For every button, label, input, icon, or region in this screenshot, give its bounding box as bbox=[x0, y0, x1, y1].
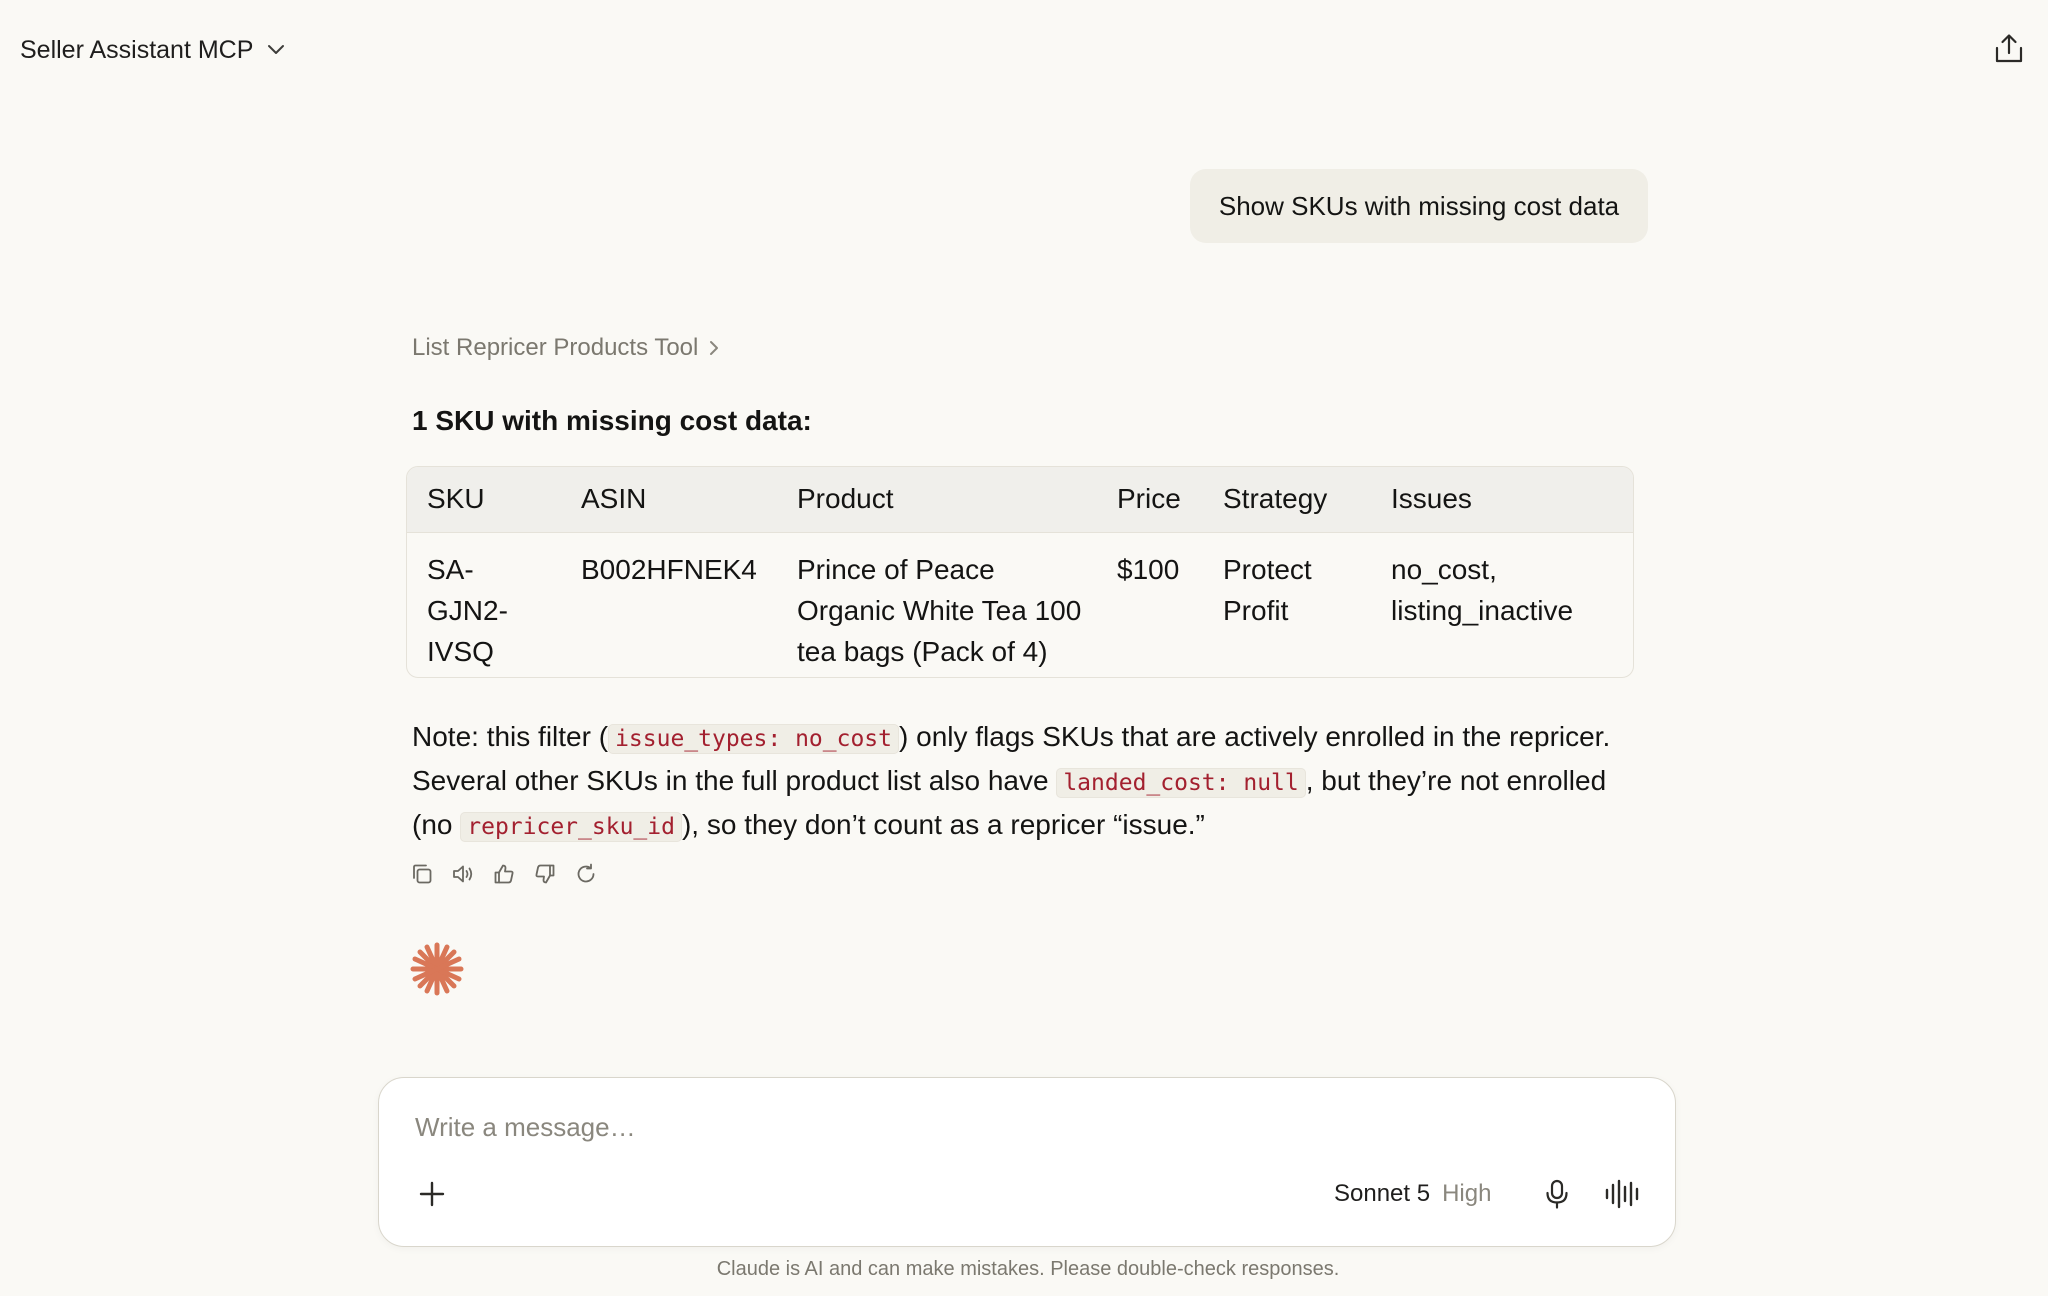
user-message: Show SKUs with missing cost data bbox=[1190, 169, 1648, 243]
project-selector[interactable] bbox=[20, 30, 285, 70]
microphone-icon[interactable] bbox=[1542, 1178, 1572, 1210]
message-composer bbox=[378, 1077, 1676, 1247]
cell-price: $100 bbox=[1117, 553, 1180, 585]
column-header-issues: Issues bbox=[1391, 483, 1472, 515]
response-heading: 1 SKU with missing cost data: bbox=[412, 405, 812, 436]
add-attachment-icon[interactable] bbox=[417, 1179, 447, 1209]
cell-sku: SA- GJN2- IVSQ bbox=[427, 553, 508, 667]
copy-icon[interactable] bbox=[410, 862, 434, 886]
message-input[interactable] bbox=[413, 1106, 1617, 1148]
model-effort: High bbox=[1442, 1180, 1492, 1207]
share-icon[interactable] bbox=[1992, 32, 2026, 66]
top-bar bbox=[0, 0, 2048, 100]
chevron-right-icon bbox=[708, 340, 720, 356]
model-selector[interactable] bbox=[1334, 1176, 1491, 1212]
response-note: Note: this filter ( issue_types: no_cost ) only flags SKUs that are actively enrolled in the repricer. Several other SKUs in the full product list also have landed_cost: null , but they’re not enrolled (no repricer_sku_id ), so they don’t count as a repricer “issue.” bbox=[412, 721, 1611, 840]
sku-table bbox=[406, 466, 1634, 678]
disclaimer: Claude is AI and can make mistakes. Please double-check responses. bbox=[716, 1258, 1340, 1280]
cell-asin: B002HFNEK4 bbox=[581, 553, 757, 585]
inline-code: landed_cost: null bbox=[1056, 768, 1305, 798]
column-header-product: Product bbox=[797, 483, 894, 515]
speaker-icon[interactable] bbox=[451, 862, 475, 886]
retry-icon[interactable] bbox=[574, 862, 598, 886]
table-row bbox=[407, 532, 1633, 672]
column-header-sku: SKU bbox=[427, 483, 485, 515]
voice-mode-icon[interactable] bbox=[1604, 1178, 1642, 1210]
column-header-price: Price bbox=[1117, 483, 1181, 515]
tool-call-label: List Repricer Products Tool bbox=[412, 334, 699, 361]
chevron-down-icon bbox=[267, 44, 285, 56]
thumbs-down-icon[interactable] bbox=[533, 862, 557, 886]
column-header-strategy: Strategy bbox=[1223, 483, 1328, 515]
inline-code: issue_types: no_cost bbox=[608, 724, 899, 754]
table-header-row bbox=[407, 467, 1633, 532]
thumbs-up-icon[interactable] bbox=[492, 862, 516, 886]
claude-spark-icon bbox=[408, 940, 466, 998]
message-actions bbox=[410, 862, 598, 886]
tool-call-toggle[interactable] bbox=[412, 330, 720, 366]
cell-issues: no_cost, listing_inactive bbox=[1391, 553, 1574, 626]
cell-strategy: Protect Profit bbox=[1223, 553, 1312, 626]
project-title: Seller Assistant MCP bbox=[20, 35, 254, 64]
cell-product: Prince of Peace Organic White Tea 100 tea bags (Pack of 4) bbox=[797, 553, 1082, 667]
model-name: Sonnet 5 bbox=[1334, 1180, 1431, 1207]
inline-code: repricer_sku_id bbox=[460, 812, 682, 842]
column-header-asin: ASIN bbox=[581, 483, 647, 515]
